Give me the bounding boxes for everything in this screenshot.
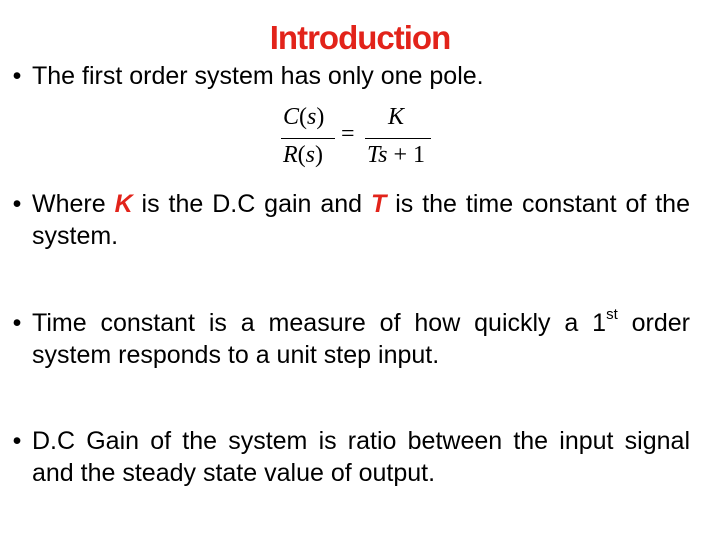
bullet-item (8, 307, 690, 371)
formula-lhs-denominator: R(s) (283, 142, 324, 168)
variable-k: K (114, 190, 133, 218)
formula-rhs-fraction-bar (365, 138, 431, 139)
formula-rhs-numerator: K (388, 104, 405, 130)
slide-title: Introduction (269, 19, 451, 56)
bullet-text: D.C Gain of the system is ratio between the input signal and the steady state value of output. (32, 427, 690, 487)
ordinal-superscript: st (606, 305, 618, 323)
bullet-item (8, 188, 690, 252)
bullet-text: The first order system has only one pole. (32, 62, 484, 90)
variable-t: T (371, 190, 387, 218)
bullet-dot-icon: • (12, 427, 22, 455)
bullet-item (8, 425, 690, 489)
bullet-item (8, 60, 690, 92)
bullet-dot-icon: • (12, 309, 22, 337)
bullet-dot-icon: • (12, 62, 22, 90)
bullet-text: Where K is the D.C gain and T is the time constant of the system. (32, 190, 690, 250)
bullet-text: Time constant is a measure of how quickly a 1st order system responds to a unit step input. (32, 305, 690, 369)
transfer-function-formula (279, 104, 439, 174)
formula-lhs-numerator: C(s) (283, 104, 325, 130)
formula-lhs-fraction-bar (281, 138, 335, 139)
bullet-dot-icon: • (12, 190, 22, 218)
formula-equals: = (341, 121, 355, 147)
formula-rhs-denominator: Ts + 1 (367, 142, 426, 168)
